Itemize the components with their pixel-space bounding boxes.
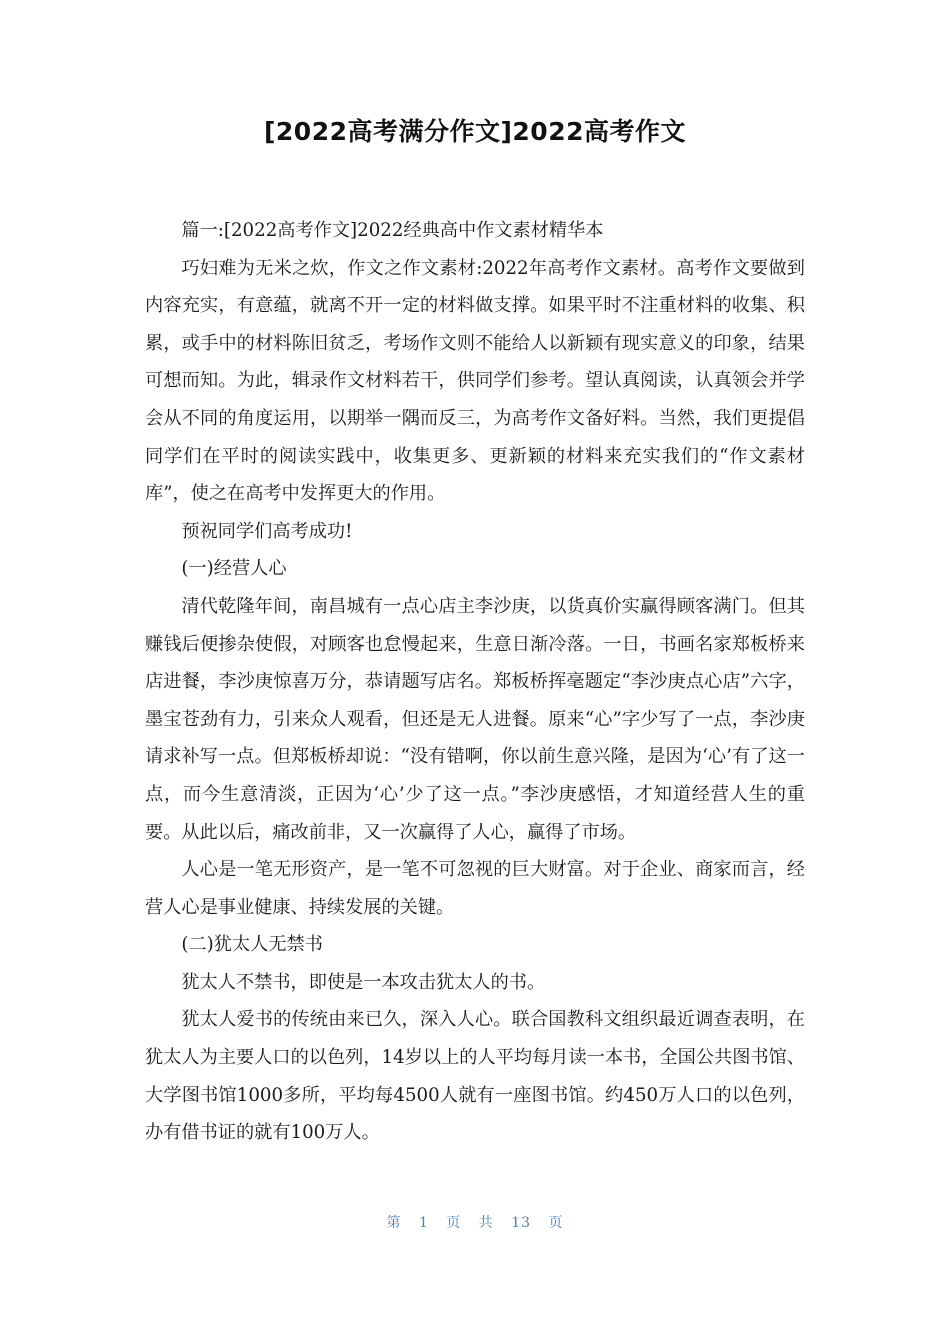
document-title: [2022高考满分作文]2022高考作文 [263, 117, 686, 146]
footer-page-number: 1 [418, 1215, 429, 1231]
paragraph-comment-1: 人心是一笔无形资产，是一笔不可忽视的巨大财富。对于企业、商家而言，经营人心是事业健康、持续发展的关键。 [145, 859, 805, 918]
footer-ye: 页 [446, 1215, 462, 1231]
footer-total-pages: 13 [511, 1215, 532, 1231]
footer-di: 第 [386, 1215, 402, 1231]
paragraph-story-2a: 犹太人不禁书，即使是一本攻击犹太人的书。 [181, 971, 546, 993]
paragraph-story-2b: 犹太人爱书的传统由来已久，深入人心。联合国教科文组织最近调查表明，在犹太人为主要人口的以色列，14岁以上的人平均每月读一本书，全国公共图书馆、大学图书馆1000多所，平均每4500人就有一座图书馆。约450万人口的以色列，办有借书证的就有100万人。 [145, 1009, 805, 1144]
footer-gong: 共 [478, 1215, 494, 1231]
page-footer [0, 1212, 950, 1232]
section-heading-2: (二)犹太人无禁书 [181, 934, 323, 956]
section-heading-1: (一)经营人心 [181, 558, 287, 580]
paragraph-intro: 巧妇难为无米之炊，作文之作文素材:2022年高考作文素材。高考作文要做到内容充实，有意蕴，就离不开一定的材料做支撑。如果平时不注重材料的收集、积累，或手中的材料陈旧贫乏，考场作文则不能给人以新颖有现实意义的印象，结果可想而知。为此，辑录作文材料若干，供同学们参考。望认真阅读，认真领会并学会从不同的角度运用，以期举一隅而反三，为高考作文备好料。当然，我们更提倡同学们在平时的阅读实践中，收集更多、更新颖的材料来充实我们的“作文素材库”，使之在高考中发挥更大的作用。 [145, 257, 805, 505]
paragraph-story-1: 清代乾隆年间，南昌城有一点心店主李沙庚，以货真价实赢得顾客满门。但其赚钱后便掺杂使假，对顾客也怠慢起来，生意日渐冷落。一日，书画名家郑板桥来店进餐，李沙庚惊喜万分，恭请题写店名。郑板桥挥毫题定“李沙庚点心店”六字，墨宝苍劲有力，引来众人观看，但还是无人进餐。原来“心”字少写了一点，李沙庚请求补写一点。但郑板桥却说：“没有错啊，你以前生意兴隆，是因为‘心’有了这一点，而今生意清淡，正因为‘心’少了这一点。”李沙庚感悟，才知道经营人生的重要。从此以后，痛改前非，又一次赢得了人心，赢得了市场。 [145, 595, 805, 843]
footer-ye2: 页 [548, 1215, 564, 1231]
document-body [145, 212, 805, 1152]
paragraph-subtitle: 篇一:[2022高考作文]2022经典高中作文素材精华本 [181, 220, 604, 241]
paragraph-wish: 预祝同学们高考成功! [181, 520, 353, 542]
